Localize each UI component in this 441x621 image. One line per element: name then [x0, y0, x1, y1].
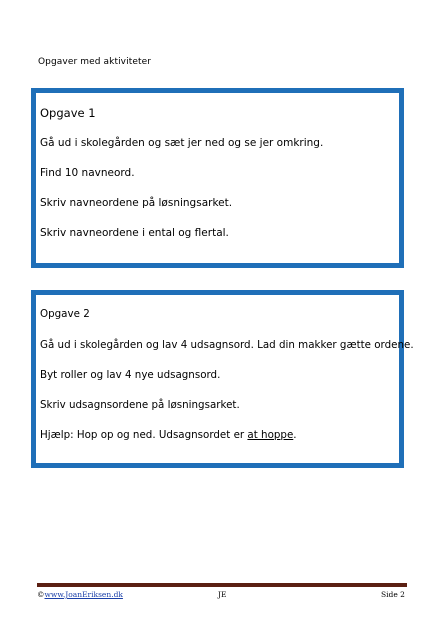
task-instruction: Skriv navneordene i ental og flertal.	[40, 227, 229, 239]
task-instruction: Gå ud i skolegården og lav 4 udsagnsord. Lad din makker gætte ordene.	[40, 339, 414, 351]
footer-copyright	[37, 590, 123, 599]
task-instruction: Byt roller og lav 4 nye udsagnsord.	[40, 369, 221, 381]
footer-page-number: Side 2	[381, 590, 405, 599]
task-instruction: Find 10 navneord.	[40, 167, 135, 179]
help-prefix: Hjælp: Hop op og ned. Udsagnsordet er	[40, 429, 248, 441]
task-heading: Opgave 1	[40, 106, 96, 120]
task-box-opgave-2	[31, 290, 414, 468]
task-help-line	[40, 429, 297, 441]
site-link[interactable]: www.JoanEriksen.dk	[44, 590, 123, 599]
task-heading: Opgave 2	[40, 308, 90, 320]
footer-initials: JE	[218, 590, 227, 599]
help-underlined-verb: at hoppe	[247, 429, 294, 441]
help-suffix: .	[293, 429, 297, 441]
footer-rule	[37, 583, 407, 587]
task-instruction: Skriv udsagnsordene på løsningsarket.	[40, 399, 240, 411]
task-box-opgave-1	[31, 88, 404, 268]
copyright-symbol: ©	[37, 590, 45, 599]
task-instruction: Skriv navneordene på løsningsarket.	[40, 197, 233, 209]
page-header-title: Opgaver med aktiviteter	[38, 57, 152, 67]
task-instruction: Gå ud i skolegården og sæt jer ned og se jer omkring.	[40, 137, 324, 149]
